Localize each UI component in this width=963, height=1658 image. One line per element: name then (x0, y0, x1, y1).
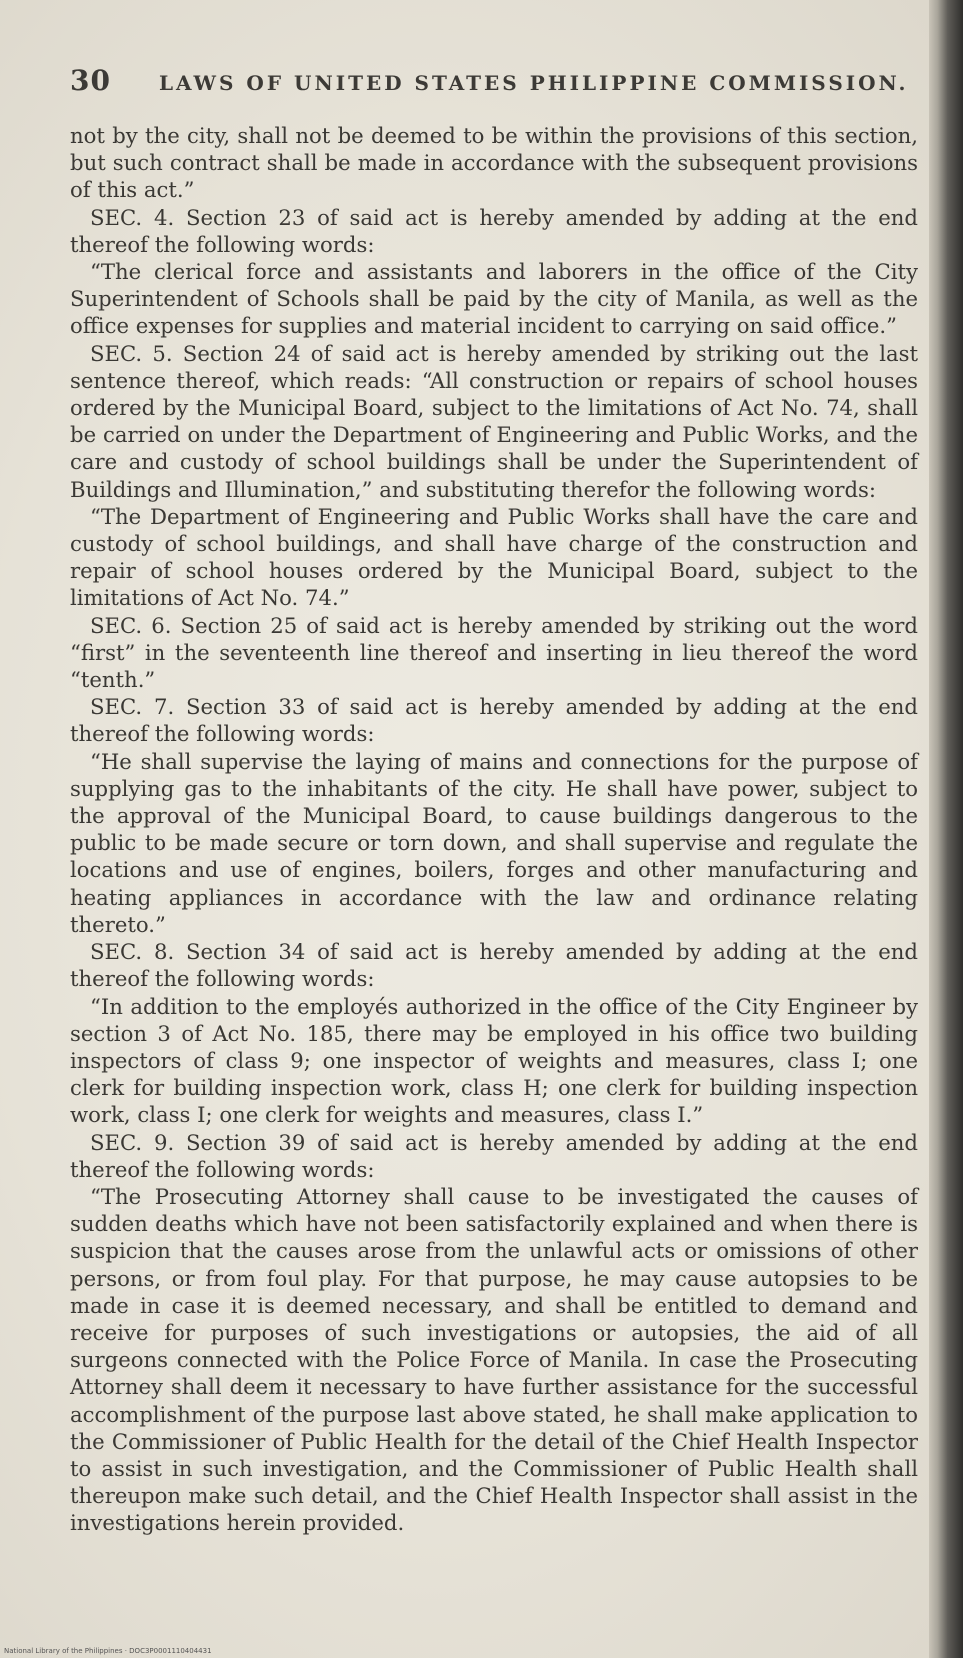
binding-gutter (929, 0, 963, 1658)
paragraph-sec-4-quote: “The clerical force and assistants and laborers in the office of the City Superintendent of Schools shall be paid by the city of Manila, as well as the office expenses for supplies and material incident to carrying on said office.” (70, 259, 918, 339)
paragraph-sec-8-quote: “In addition to the employés authorized in the office of the City Engineer by section 3 of Act No. 185, there may be employed in his office two building inspectors of class 9; one inspector of weights and measures, class I; one clerk for building inspection work, class H; one clerk for building inspection work, class I; one clerk for weights and measures, class I.” (70, 993, 918, 1128)
paragraph-sec-6: SEC. 6. Section 25 of said act is hereby amended by striking out the word “first” in the seventeenth line thereof and inserting in lieu thereof the word “tenth.” (70, 612, 918, 693)
paragraph-sec-8: SEC. 8. Section 34 of said act is hereby amended by adding at the end thereof the following words: (70, 939, 918, 992)
page-header (70, 64, 910, 97)
footer-credit: National Library of the Philippines · DOC3P0001110404431 (4, 1647, 212, 1655)
running-title: LAWS OF UNITED STATES PHILIPPINE COMMISSION. (158, 71, 909, 95)
body-text (70, 122, 918, 1537)
paragraph-continuation: not by the city, shall not be deemed to be within the provisions of this section, but such contract shall be made in accordance with the subsequent provisions of this act.” (70, 123, 918, 203)
paragraph-sec-5-quote: “The Department of Engineering and Public Works shall have the care and custody of school buildings, and shall have charge of the construction and repair of school houses ordered by the Municipal Board, subject to the limitations of Act No. 74.” (70, 503, 918, 611)
paragraph-sec-7-quote: “He shall supervise the laying of mains and connections for the purpose of supplying gas to the inhabitants of the city. He shall have power, subject to the approval of the Municipal Board, to cause buildings dangerous to the public to be made secure or torn down, and shall supervise and regulate the locations and use of engines, boilers, forges and other manufacturing and heating appliances in accordance with the law and ordinance relating thereto.” (70, 748, 918, 937)
paragraph-sec-9: SEC. 9. Section 39 of said act is hereby amended by adding at the end thereof the following words: (70, 1129, 918, 1182)
paragraph-sec-9-quote: “The Prosecuting Attorney shall cause to be investigated the causes of sudden deaths which have not been satisfactorily explained and when there is suspicion that the causes arose from the unlawful acts or omissions of other persons, or from foul play. For that purpose, he may cause autopsies to be made in case it is deemed necessary, and shall be entitled to demand and receive for purposes of such investigations or autopsies, the aid of all surgeons connected with the Police Force of Manila. In case the Prosecuting Attorney shall deem it necessary to have further assistance for the successful accomplishment of the purpose last above stated, he shall make application to the Commissioner of Public Health for the detail of the Chief Health Inspector to assist in such investigation, and the Commissioner of Public Health shall thereupon make such detail, and the Chief Health Inspector shall assist in the investigations herein provided. (70, 1183, 918, 1536)
paragraph-sec-5: SEC. 5. Section 24 of said act is hereby amended by striking out the last sentence thereof, which reads: “All construction or repairs of school houses ordered by the Municipal Board, subject to the limitations of Act No. 74, shall be carried on under the Department of Engineering and Public Works, and the care and custody of school buildings shall be under the Superintendent of Buildings and Illumination,” and substituting therefor the following words: (70, 340, 918, 502)
paragraph-sec-4: SEC. 4. Section 23 of said act is hereby amended by adding at the end thereof the following words: (70, 204, 918, 257)
paragraph-sec-7: SEC. 7. Section 33 of said act is hereby amended by adding at the end thereof the following words: (70, 694, 918, 747)
page-number: 30 (70, 64, 111, 97)
